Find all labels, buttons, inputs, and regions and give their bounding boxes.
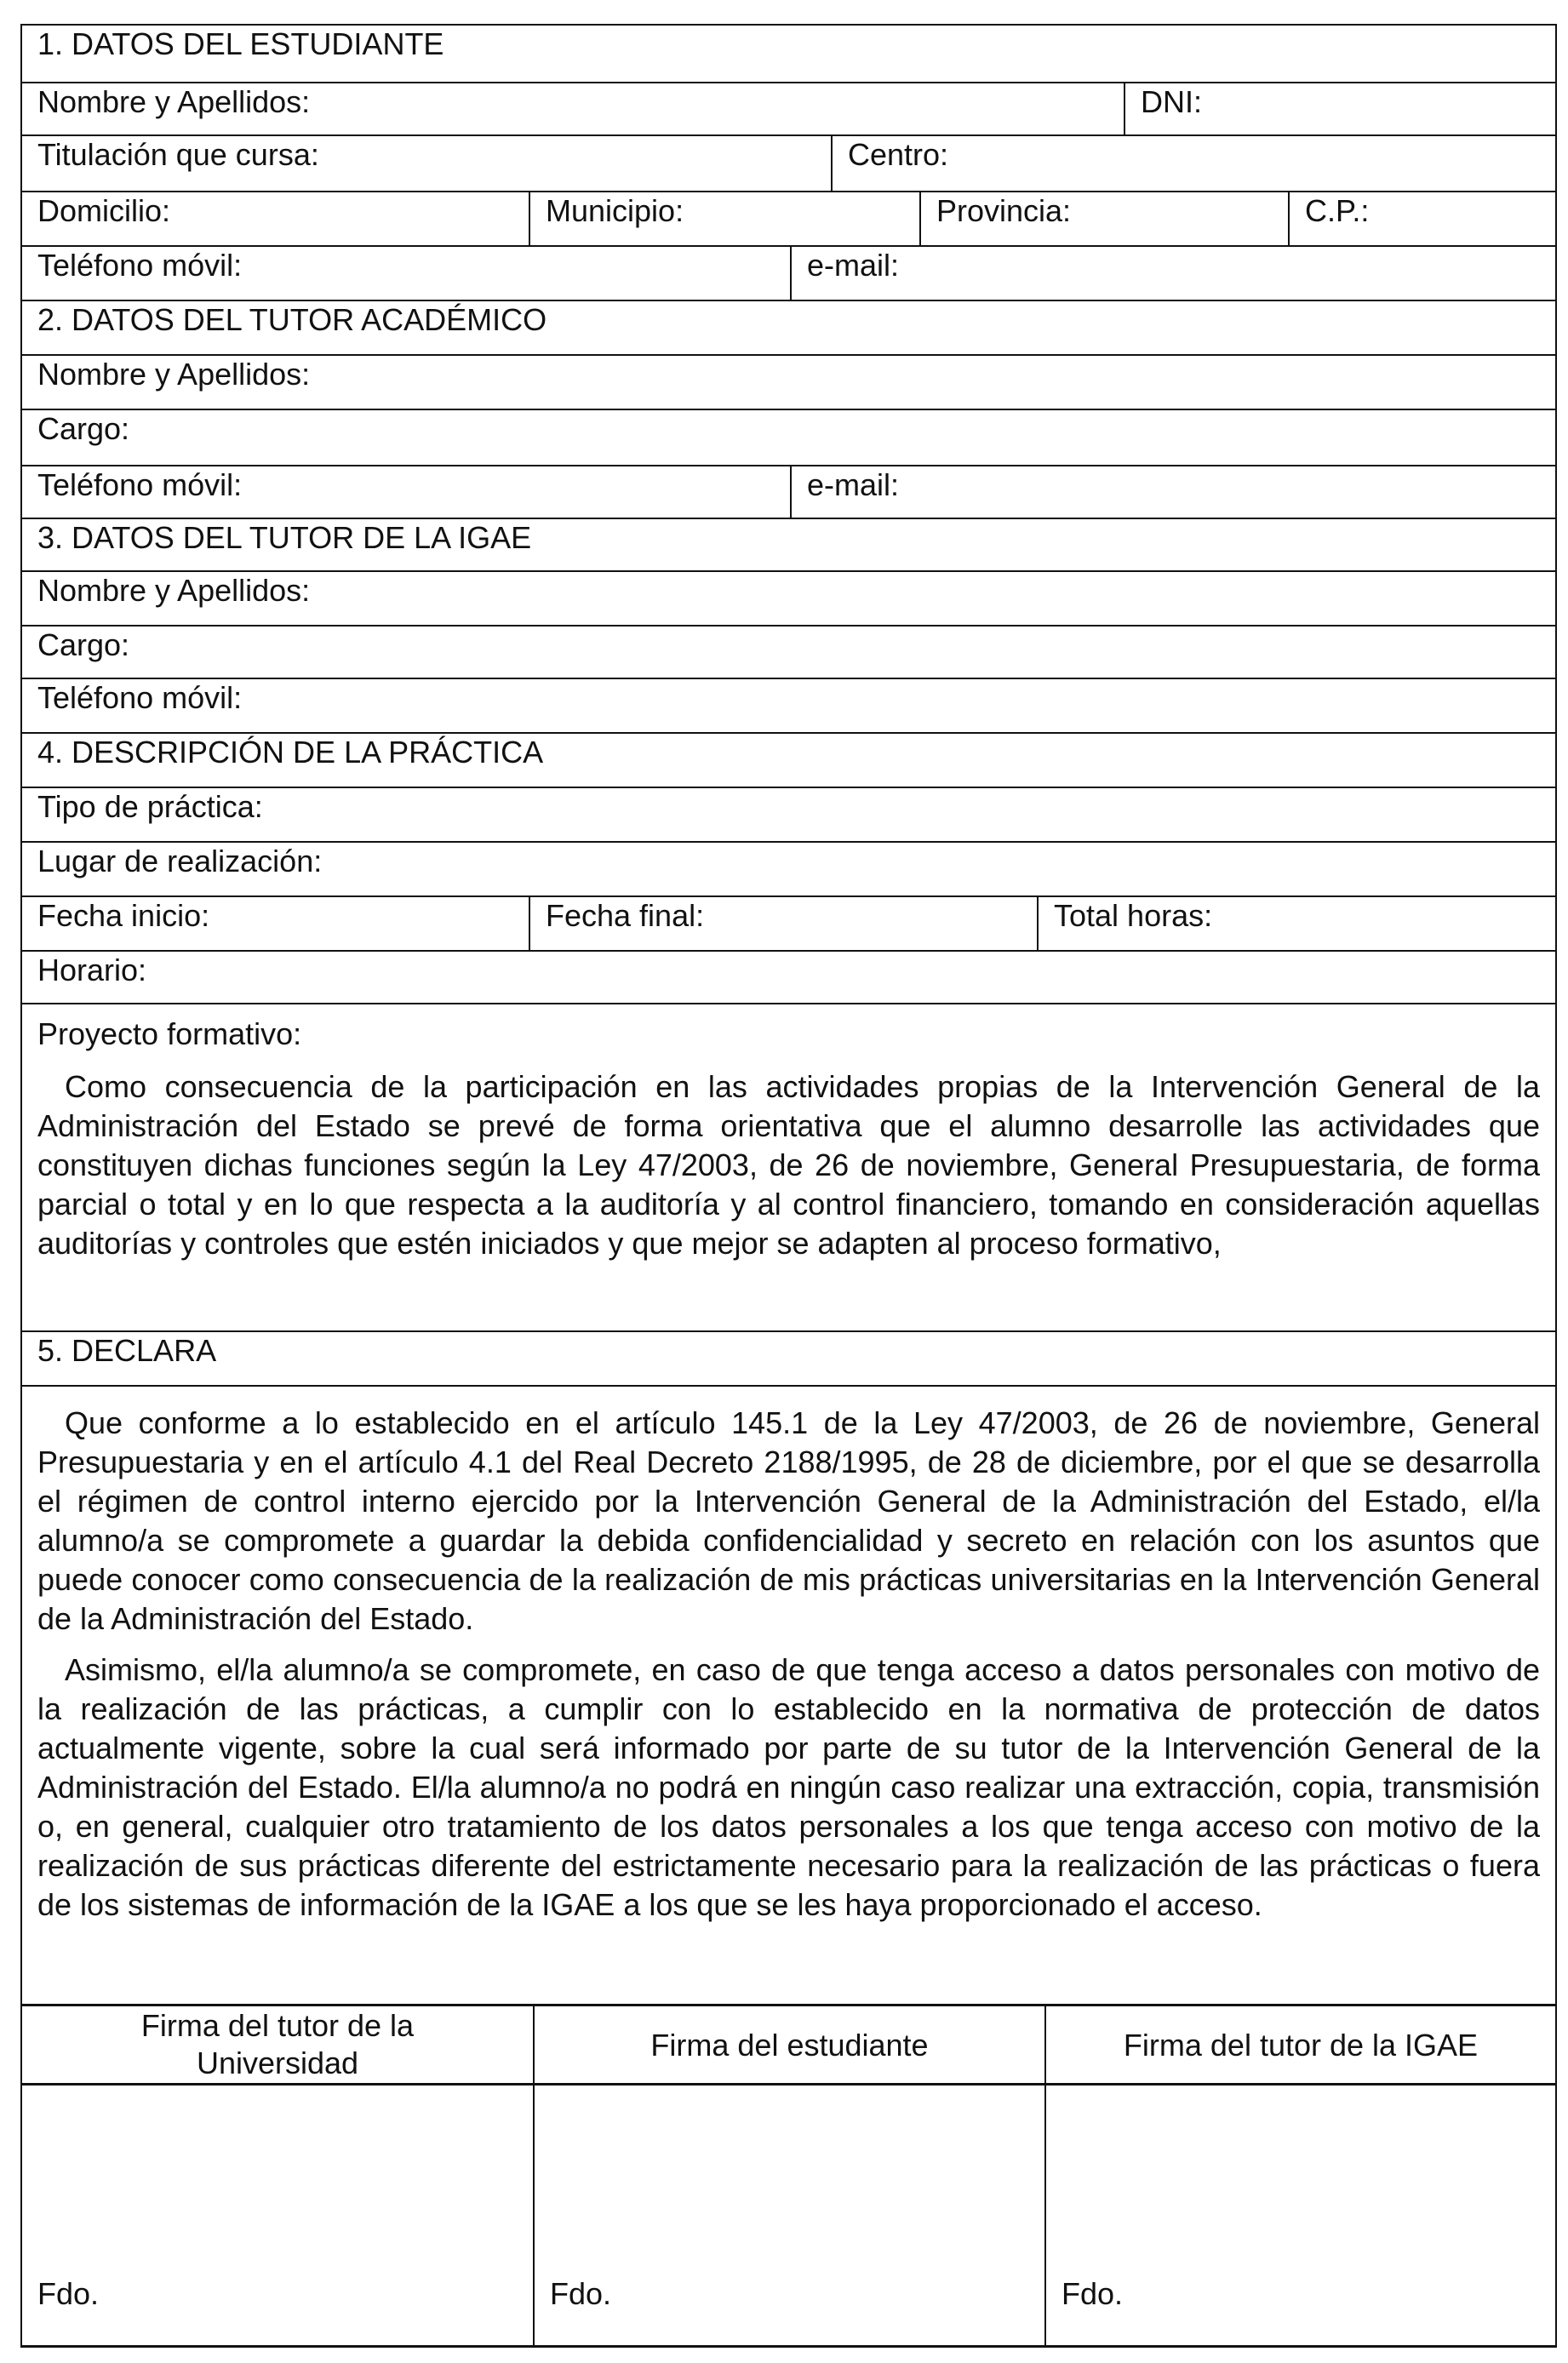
university-tutor-signature-box[interactable] xyxy=(22,2086,533,2345)
total-hours-field[interactable]: Total horas: xyxy=(1037,897,1555,950)
academic-tutor-position-field[interactable]: Cargo: xyxy=(37,411,130,446)
academic-tutor-phone-field[interactable]: Teléfono móvil: xyxy=(37,467,243,502)
schedule-field[interactable]: Horario: xyxy=(37,953,147,987)
section-title: 1. DATOS DEL ESTUDIANTE xyxy=(37,26,444,61)
student-center-field[interactable]: Centro: xyxy=(831,136,1555,191)
igae-tutor-signature-header: Firma del tutor de la IGAE xyxy=(1044,2006,1555,2083)
igae-tutor-phone-field[interactable]: Teléfono móvil: xyxy=(37,680,243,715)
section-title: 4. DESCRIPCIÓN DE LA PRÁCTICA xyxy=(37,735,544,770)
student-phone-field[interactable]: Teléfono móvil: xyxy=(37,248,243,283)
student-postal-code-field[interactable]: C.P.: xyxy=(1288,192,1555,245)
section-4-header xyxy=(22,732,1555,787)
student-province-field[interactable]: Provincia: xyxy=(919,192,1288,245)
practice-location-field[interactable]: Lugar de realización: xyxy=(37,844,323,878)
training-project-label: Proyecto formativo: xyxy=(37,1016,302,1051)
student-municipality-field[interactable]: Municipio: xyxy=(529,192,919,245)
start-date-field[interactable]: Fecha inicio: xyxy=(37,898,210,933)
section-1-header xyxy=(22,26,1555,82)
fdo-label: Fdo. xyxy=(37,2276,100,2311)
student-address-field[interactable]: Domicilio: xyxy=(37,193,171,228)
end-date-field[interactable]: Fecha final: xyxy=(529,897,1037,950)
igae-tutor-position-field[interactable]: Cargo: xyxy=(37,627,130,662)
student-dni-field[interactable]: DNI: xyxy=(1124,83,1555,134)
section-3-header xyxy=(22,518,1555,570)
section-title: 3. DATOS DEL TUTOR DE LA IGAE xyxy=(37,520,532,555)
section-title: 2. DATOS DEL TUTOR ACADÉMICO xyxy=(37,302,547,337)
fdo-label: Fdo. xyxy=(1062,2276,1124,2311)
igae-tutor-signature-box[interactable] xyxy=(1044,2086,1555,2345)
student-signature-box[interactable] xyxy=(533,2086,1044,2345)
fdo-label: Fdo. xyxy=(550,2276,612,2311)
student-degree-field[interactable]: Titulación que cursa: xyxy=(37,137,319,172)
student-name-field[interactable]: Nombre y Apellidos: xyxy=(37,84,311,119)
igae-tutor-name-field[interactable]: Nombre y Apellidos: xyxy=(37,573,311,608)
declaration xyxy=(22,1387,1555,2004)
declaration-paragraph-2: Asimismo, el/la alumno/a se compromete, en caso de que tenga acceso a datos personales con motivo de la realización de las prácticas, a cumplir con lo establecido en la normativa de protección de datos actualmente vigente, sobre la cual será informado por parte de su tutor de la Intervención General de la Administración del Estado. El/la alumno/a no podrá en ningún caso realizar una extracción, copia, transmisión o, en general, cualquier otro tratamiento de los datos personales a los que tenga acceso con motivo de la realización de sus prácticas diferente del estrictamente necesario para la realización de las prácticas o fuera de los sistemas de información de la IGAE a los que se les haya proporcionado el acceso. xyxy=(37,1652,1540,1922)
training-project-text: Como consecuencia de la participación en las actividades propias de la Intervención General de la Administración del Estado se prevé de forma orientativa que el alumno desarrolle las actividades que constituyen dichas funciones según la Ley 47/2003, de 26 de noviembre, General Presupuestaria, de forma parcial o total y en lo que respecta a la auditoría y al control financiero, tomando en consideración aquellas auditorías y controles que estén iniciados y que mejor se adapten al proceso formativo, xyxy=(37,1069,1540,1261)
university-tutor-signature-header: Firma del tutor de la Universidad xyxy=(140,2008,415,2080)
student-email-field[interactable]: e-mail: xyxy=(790,247,1555,300)
practice-agreement-form xyxy=(20,24,1557,2348)
academic-tutor-email-field[interactable]: e-mail: xyxy=(790,466,1555,518)
training-project xyxy=(22,1004,1555,1330)
declaration-paragraph-1: Que conforme a lo establecido en el artículo 145.1 de la Ley 47/2003, de 26 de noviembre, General Presupuestaria y en el artículo 4.1 del Real Decreto 2188/1995, de 28 de diciembre, por el que se desarrolla el régimen de control interno ejercido por la Intervención General de la Administración del Estado, el/la alumno/a se compromete a guardar la debida confidencialidad y secreto en relación con los asuntos que puede conocer como consecuencia de la realización de mis prácticas universitarias en la Intervención General de la Administración del Estado. xyxy=(37,1405,1540,1636)
student-signature-header: Firma del estudiante xyxy=(533,2006,1044,2083)
practice-type-field[interactable]: Tipo de práctica: xyxy=(37,789,263,824)
section-2-header xyxy=(22,300,1555,354)
section-5-header xyxy=(22,1330,1555,1385)
section-title: 5. DECLARA xyxy=(37,1333,217,1368)
academic-tutor-name-field[interactable]: Nombre y Apellidos: xyxy=(37,357,311,392)
